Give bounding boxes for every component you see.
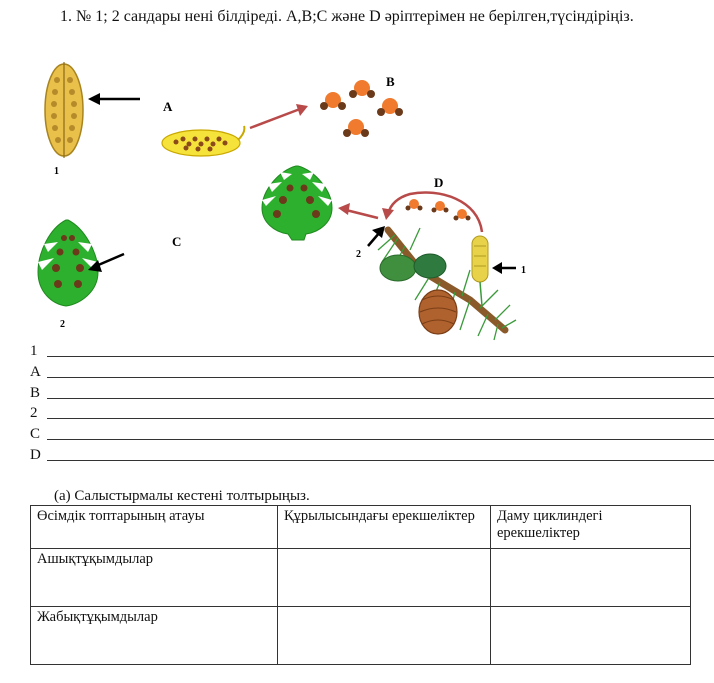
answer-line-label: B	[30, 385, 41, 401]
table-header-row	[31, 506, 691, 549]
table-cell: Жабықтұқымдылар	[31, 607, 278, 665]
table-header-cell: Өсімдік топтарының атауы	[31, 506, 278, 549]
table-row	[31, 549, 691, 607]
label-2-branch: 2	[356, 249, 361, 260]
label-D: D	[434, 175, 444, 190]
arrow-icon	[250, 104, 308, 128]
label-1-branch: 1	[521, 265, 526, 276]
table-cell-input[interactable]	[278, 549, 491, 607]
pollen-sac	[162, 126, 244, 156]
pine-branch	[378, 228, 516, 340]
arrow-icon	[368, 226, 385, 246]
table-cell: Ашықтұқымдылар	[31, 549, 278, 607]
table-row	[31, 607, 691, 665]
table-cell-input[interactable]	[491, 607, 691, 665]
seed-scale-2	[38, 220, 98, 306]
arrow-icon	[492, 262, 516, 274]
pollination-path	[382, 193, 482, 232]
seed-scale-top	[262, 166, 332, 240]
seed-cone	[419, 290, 457, 334]
answer-line-label: 2	[30, 405, 38, 421]
label-B: B	[386, 74, 395, 89]
label-2-leaf: 2	[60, 319, 65, 330]
table-header-cell: Құрылысындағы ерекшеліктер	[278, 506, 491, 549]
label-C: C	[172, 234, 182, 249]
answer-line-label: 1	[30, 343, 38, 359]
table-cell-input[interactable]	[491, 549, 691, 607]
answer-line-label: A	[30, 364, 41, 380]
arrow-icon	[338, 203, 378, 218]
task-a-text: (a) Салыстырмалы кестені толтырыңыз.	[54, 488, 310, 504]
label-1-cone: 1	[54, 166, 59, 177]
table-cell-input[interactable]	[278, 607, 491, 665]
answer-line-label: D	[30, 447, 41, 463]
answer-line-label: C	[30, 426, 41, 442]
label-A: A	[163, 99, 173, 114]
question-text: 1. № 1; 2 сандары нені білдіреді. A,B;C және D әріптерімен не берілген,түсіндіріңіз.	[60, 8, 634, 25]
table-header-cell: Даму циклиндегі ерекшеліктер	[491, 506, 691, 549]
female-cone-1	[45, 62, 83, 158]
arrow-icon	[88, 93, 140, 105]
comparison-table	[30, 505, 691, 665]
